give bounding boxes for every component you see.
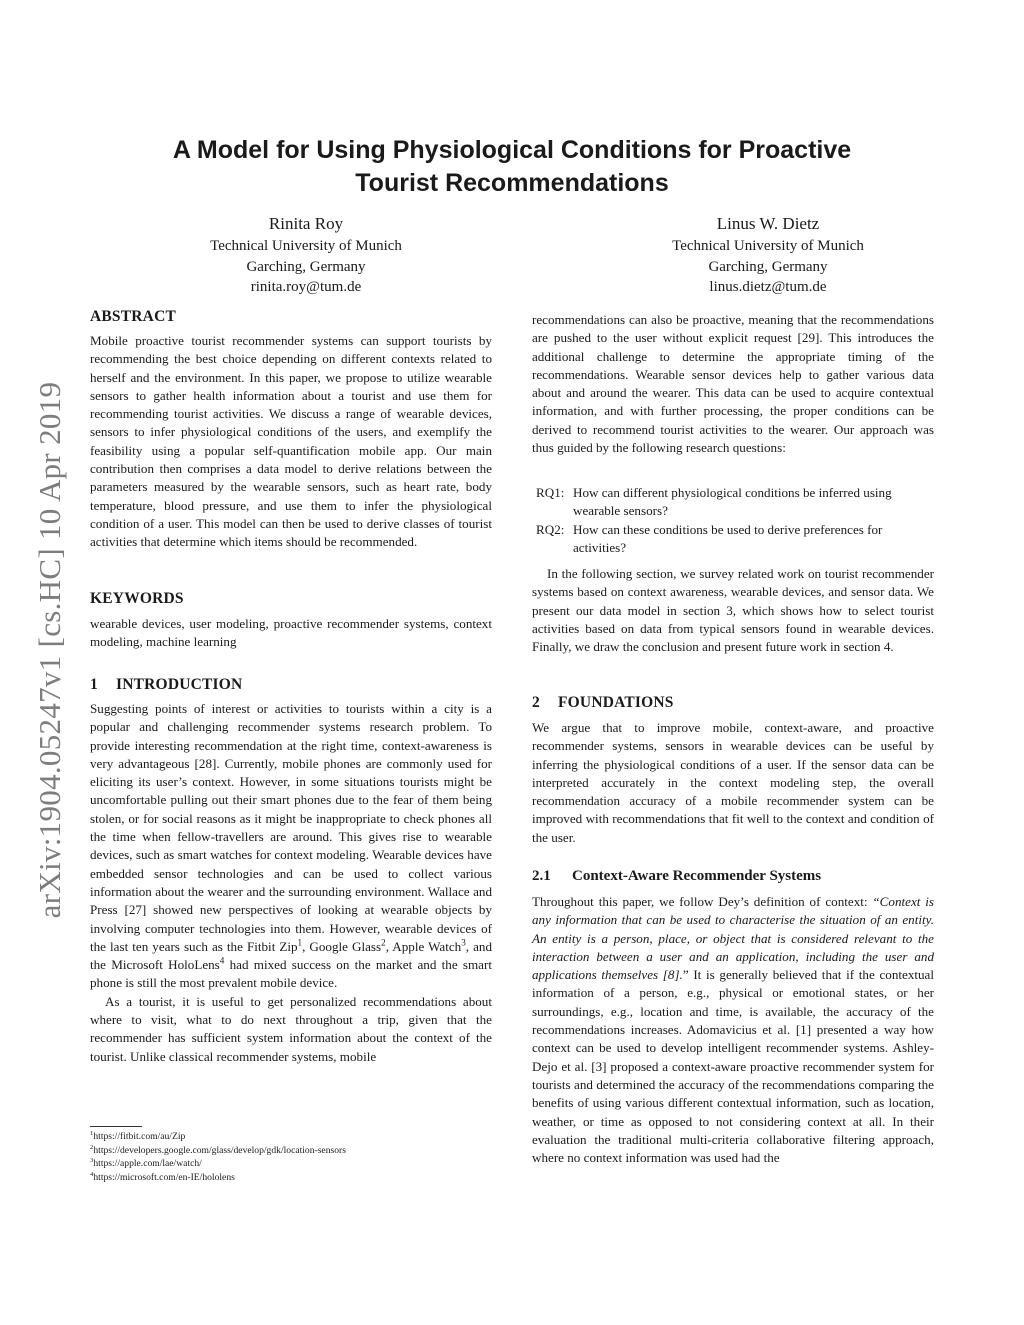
dey-definition-quote: “Context is any information that can be used to characterise the situation of an entity. An entity is a person, place, or object that is considered relevant to the interaction between a user and an application, including the user and applications themselves [8]. bbox=[532, 894, 935, 983]
footnote: $^1$https://fitbit.com/au/Zip bbox=[90, 1129, 186, 1142]
footnote: $^3$https://apple.com/lae/watch/ bbox=[90, 1156, 202, 1169]
author-block-2 bbox=[608, 212, 928, 298]
arxiv-identifier: arXiv:1904.05247v1 [cs.HC] 10 Apr 2019 bbox=[32, 381, 67, 919]
foundations-body: We argue that to improve mobile, context-aware, and proactive recommender systems, sensors in wearable devices can be useful by inferring the physiological conditions of a user. If the sensor data can be interpreted accurately in the context modeling step, the overall recommendation accuracy of a mobile recommender system can be improved with recommendations that fit well to the context and condition of the user. bbox=[532, 720, 934, 845]
paragraph: As a tourist, it is useful to get personalized recommendations about where to visit, what to do next throughout a trip, given that the recommender has sufficient system information about the context of the tourist. Unlike classical recommender systems, mobile bbox=[90, 993, 492, 1064]
author-email: linus.dietz@tum.de bbox=[709, 279, 827, 295]
author-name: Linus W. Dietz bbox=[716, 214, 820, 233]
author-affiliation: Technical University of Munich bbox=[672, 238, 864, 254]
abstract-body: Mobile proactive tourist recommender systems can support tourists by recommending the best choice depending on different contexts related to herself and the environment. In this paper, we propose to utilize wearable sensors to gather health information about a tourist and use them for recommending tourist activities. We discuss a range of wearable devices, sensors to infer physiological conditions of the users, and exemplify the feasibility using a popular self-quantification mobile app. Our main contribution then comprises a data model to derive relations between the parameters measured by the wearable sensors, such as heart rate, body temperature, blood pressure, and use them to infer the physiological condition of a user. This model can then be used to derive classes of tourist activities that determine which items should be recommended. bbox=[90, 333, 492, 550]
author-location: Garching, Germany bbox=[708, 258, 828, 275]
footnotes bbox=[90, 1130, 492, 1184]
keywords-body: wearable devices, user modeling, proactive recommender systems, context modeling, machine learning bbox=[90, 616, 492, 650]
footnote-mark: 3 bbox=[461, 937, 466, 948]
author-name: Rinita Roy bbox=[268, 214, 344, 233]
footnote-mark: 2 bbox=[381, 937, 386, 948]
research-question-2: RQ2: How can these conditions be used to derive preferences for activities? bbox=[536, 522, 883, 556]
footnote-mark: 1 bbox=[297, 937, 303, 948]
paper-title: A Model for Using Physiological Conditions for Proactive Tourist Recommendations bbox=[172, 136, 852, 197]
footnote-mark: 4 bbox=[219, 955, 225, 966]
author-affiliation: Technical University of Munich bbox=[210, 238, 402, 254]
keywords-heading: KEYWORDS bbox=[90, 590, 184, 607]
section-heading-introduction: 1 INTRODUCTION bbox=[90, 676, 243, 693]
footnote: $^4$https://microsoft.com/en-IE/hololens bbox=[90, 1170, 235, 1183]
abstract-heading: ABSTRACT bbox=[90, 308, 177, 325]
introduction-body bbox=[90, 700, 492, 1066]
section-heading-foundations: 2 FOUNDATIONS bbox=[532, 694, 674, 711]
research-question-1: RQ1: How can different physiological conditions be inferred using wearable sensors? bbox=[536, 485, 892, 519]
subsection-body: Throughout this paper, we follow Dey’s definition of context: “Context is any information that can be used to characterise the situation of an entity. An entity is a person, place, or object that is considered relevant to the interaction between a user and an application, including the user and applications themselves [8].” It is generally believed that if the contextual information of a person, e.g., physical or emotional states, or her surroundings, e.g., location and time, is available, the accuracy of the recommendations increases. Adomavicius et al. [1] presented a way how context can be used to develop intelligent recommender systems. Ashley-Dejo et al. [3] proposed a context-aware proactive recommender system for tourists and determined the accuracy of the recommendations comparing the benefits of using various different contextual information, such as location, weather, or time as opposed to not considering context at all. In their evaluation the traditional multi-criteria collaborative filtering approach, where no context information was used had the bbox=[532, 894, 935, 1166]
outline-paragraph: In the following section, we survey related work on tourist recommender systems based on context awareness, wearable devices, and sensor data. We present our data model in section 3, which shows how to select tourist activities based on data from typical sensors found in wearable devices. Finally, we draw the conclusion and present future work in section 4. bbox=[532, 566, 934, 655]
intro-continuation: recommendations can also be proactive, meaning that the recommendations are pushed to the user without explicit request [29]. This introduces the additional challenge to determine the appropriate timing of the recommendations. Wearable sensor devices help to gather various data about and around the wearer. This data can be used to acquire contextual information, and with further processing, the proper conditions can be derived to recommend tourist activities to the wearer. Our approach was thus guided by the following research questions: bbox=[532, 312, 934, 456]
paragraph: Suggesting points of interest or activities to tourists within a city is a popular and challenging recommender systems research problem. To provide interesting recommendation at the right time, context-awareness is very advantageous [28]. Currently, mobile phones are commonly used for eliciting its user’s context. However, in some situations tourists might be uncomfortable pulling out their smart phones due to the fear of them being stolen, or for social reasons as it might be inappropriate to check phones all the time when fellow-travellers are around. This gives rise to wearable devices, such as smart watches for context modeling. Wearable devices have embedded sensor technologies and can be used to collect various information about the wearer and the surrounding environment. Wallace and Press [27] showed new perspectives of looking at wearable objects by involving computer technologies into them. However, wearable devices of the last ten years such as the Fitbit Zip$^1$, Google Glass$^2$, Apple Watch$^3$, and the Microsoft HoloLens$^4$ had mixed success on the market and the smart phone is still the most prevalent mobile device. bbox=[90, 701, 492, 991]
footnote-divider bbox=[90, 1126, 142, 1127]
author-email: rinita.roy@tum.de bbox=[250, 279, 362, 295]
author-block-1 bbox=[146, 212, 466, 298]
author-location: Garching, Germany bbox=[246, 258, 366, 275]
subsection-heading-context-aware: 2.1 Context-Aware Recommender Systems bbox=[532, 868, 822, 884]
footnote: $^2$https://developers.google.com/glass/develop/gdk/location-sensors bbox=[90, 1143, 346, 1156]
